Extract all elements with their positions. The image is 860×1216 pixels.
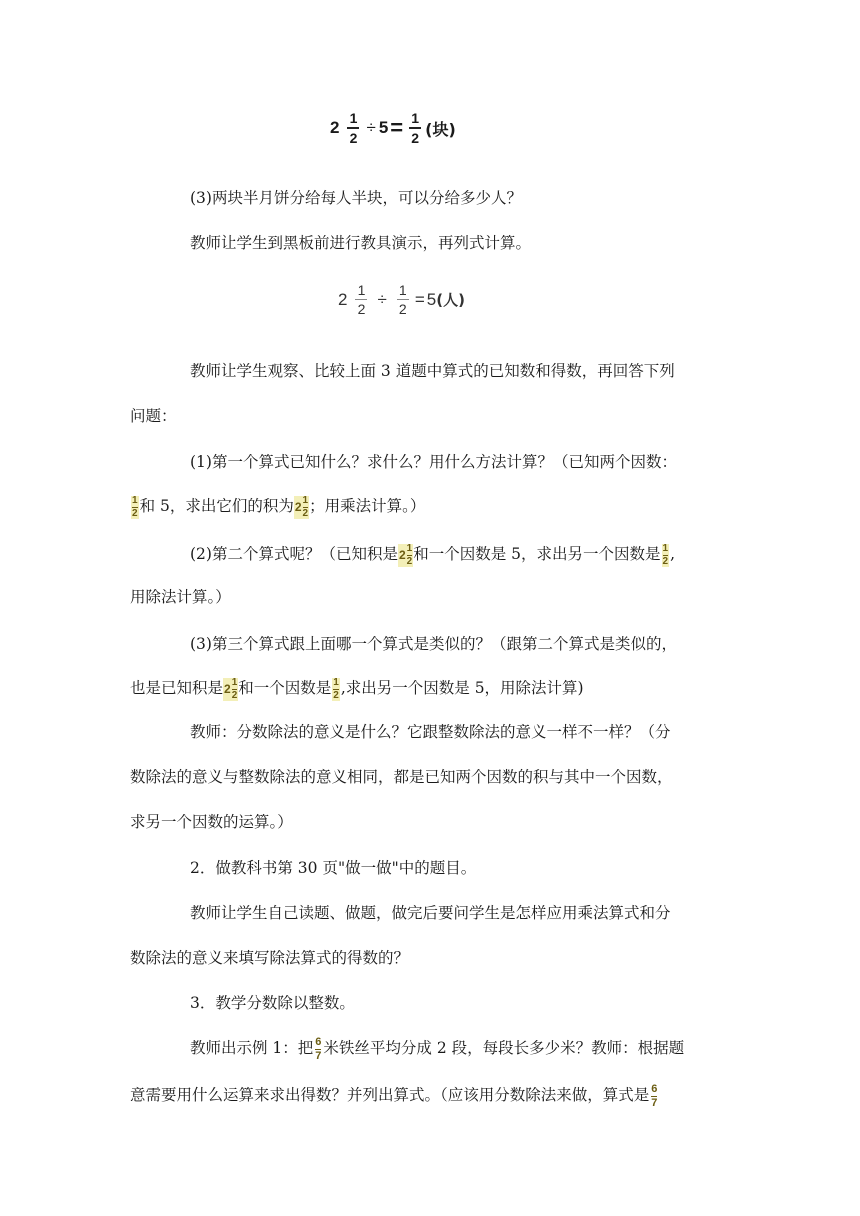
mixed-number-icon: 2 1 2 [294,494,309,519]
fraction-six-sevenths-icon: $\frac{6}{7}$ [651,1082,658,1109]
eq1-five: 5 [378,118,389,137]
question-1-line-1: (1)第一个算式已知什么？求什么？用什么方法计算？（已知两个因数： [190,453,677,471]
teacher-line-3: 求另一个因数的运算。） [130,813,293,831]
fraction-six-sevenths-icon: $\frac{6}{7}$ [315,1035,322,1062]
paragraph-compare-1: 教师让学生观察、比较上面 3 道题中算式的已知数和得数，再回答下列 [190,362,675,380]
question-3-line-1: (3)第三个算式跟上面哪一个算式是类似的？（跟第二个算式是类似的， [190,635,677,653]
question-1-line-2: $\frac{1}{2}$ 和 5，求出它们的积为 2 1 2 ；用乘法计算。） [132,494,426,519]
eq2-result: 5 [426,289,437,309]
paragraph-compare-2: 问题： [130,407,177,425]
eq1-equals: = [390,115,404,140]
section-2-line-2: 数除法的意义来填写除法算式的得数的？ [130,949,410,967]
fraction-half-icon: $\frac{1}{2}$ [662,542,669,567]
equation-2 [338,283,465,316]
question-2-line-2: 用除法计算。） [130,588,231,606]
mixed-number-icon: 2 1 2 [224,676,238,701]
question-3-line-2: 也是已知积是 2 1 2 和一个因数是 $\frac{1}{2}$ ,求出另一个因数是 5，用除法计算) [130,676,584,701]
fraction-half-icon: $\frac{1}{2}$ [333,676,339,701]
eq2-fraction-2: $\frac{1}{2}$ [397,283,409,316]
example-1-line-1: 教师出示例 1：把 $\frac{6}{7}$ 米铁丝平均分成 2 段，每段长多少米？教师：根据题 [190,1035,685,1062]
teacher-line-1: 教师：分数除法的意义是什么？它跟整数除法的意义一样不一样？（分 [190,723,671,741]
eq1-fraction-1: $\frac{1}{2}$ [347,111,359,145]
mixed-number-icon: 2 1 2 [398,542,413,567]
eq2-unit: (人) [436,291,465,309]
eq2-whole: 2 [338,289,348,309]
equation-1 [330,111,456,145]
section-3-heading: 3．教学分数除以整数。 [190,994,355,1012]
eq2-fraction-1: $\frac{1}{2}$ [355,283,367,316]
eq1-whole: 2 [330,118,340,137]
eq2-divide: ÷ [377,289,387,309]
section-2-line-1: 教师让学生自己读题、做题，做完后要问学生是怎样应用乘法算式和分 [190,904,671,922]
fraction-half-icon: $\frac{1}{2}$ [132,494,138,519]
example-1-line-2: 意需要用什么运算来求出得数？并列出算式。（应该用分数除法来做，算式是 $\frac{6}{7}$ [130,1082,658,1109]
eq1-unit: (块) [425,119,456,139]
paragraph-demo: 教师让学生到黑板前进行教具演示，再列式计算。 [190,234,532,252]
eq1-divide: ÷ [366,118,376,137]
section-2-heading: 2．做教科书第 30 页"做一做"中的题目。 [190,859,477,877]
teacher-line-2: 数除法的意义与整数除法的意义相同，都是已知两个因数的积与其中一个因数， [130,768,673,786]
paragraph-q3: (3)两块半月饼分给每人半块，可以分给多少人？ [190,189,522,207]
eq2-equals: = [414,289,425,309]
question-2-line-1: (2)第二个算式呢？（已知积是 2 1 2 和一个因数是 5，求出另一个因数是 $\frac{1}{2}$ , [190,542,676,567]
eq1-fraction-2: $\frac{1}{2}$ [409,111,421,145]
